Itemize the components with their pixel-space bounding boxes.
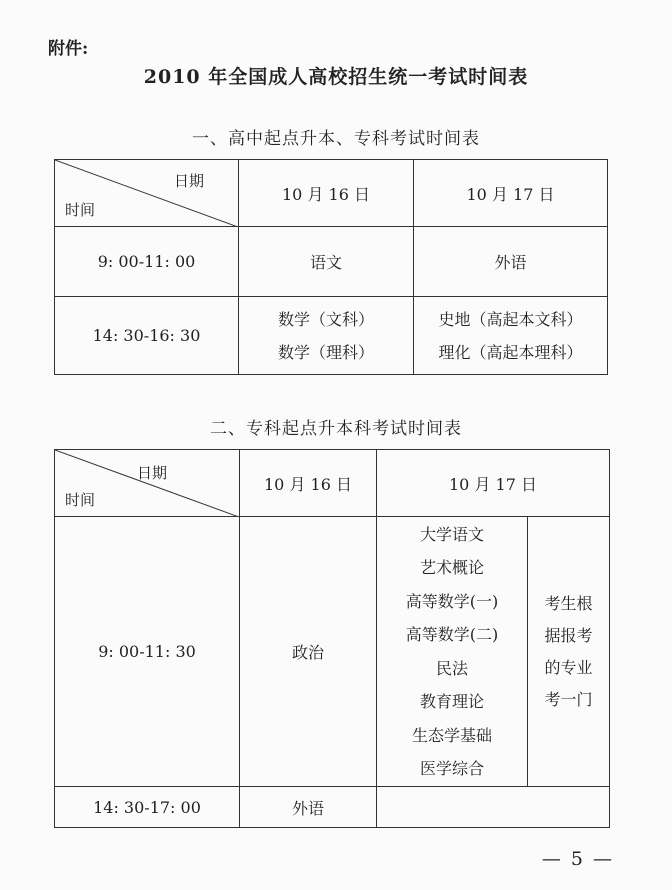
note-line: 考一门	[544, 689, 593, 709]
page-number: — 5 —	[541, 848, 614, 870]
schedule-table-1	[54, 159, 608, 375]
subject-item: 生态学基础	[411, 725, 492, 745]
header-day2: 10 月 17 日	[377, 450, 610, 517]
subject-item: 高等数学(二)	[405, 625, 499, 644]
header-day2: 10 月 17 日	[414, 160, 608, 227]
subject-cell: 语文	[239, 227, 414, 297]
subject-line: 史地（高起本文科）	[438, 309, 583, 329]
subject-cell	[239, 297, 414, 375]
subject-cell: 外语	[414, 227, 608, 297]
subject-item: 民法	[435, 658, 468, 678]
section-2-title: 二、专科起点升本科考试时间表	[210, 419, 462, 439]
time-cell: 14: 30-17: 00	[55, 787, 240, 828]
header-time-label: 时间	[65, 491, 96, 509]
header-day1: 10 月 16 日	[240, 450, 377, 517]
time-cell: 9: 00-11: 30	[55, 517, 240, 787]
empty-cell	[377, 787, 610, 828]
subject-item: 艺术概论	[419, 558, 484, 577]
subject-line: 数学（文科）	[277, 309, 374, 329]
header-date-label: 日期	[136, 464, 167, 482]
time-cell: 14: 30-16: 30	[55, 297, 239, 375]
subject-list-cell	[377, 517, 528, 787]
table-row	[55, 517, 610, 787]
subject-item: 医学综合	[419, 759, 484, 778]
diagonal-header-cell	[55, 450, 240, 517]
table-row	[55, 227, 608, 297]
subject-cell: 政治	[240, 517, 377, 787]
table-row	[55, 297, 608, 375]
schedule-table-2	[54, 449, 610, 828]
subject-item: 教育理论	[419, 692, 484, 711]
header-date-label: 日期	[173, 172, 204, 190]
subject-cell	[414, 297, 608, 375]
header-time-label: 时间	[65, 201, 96, 219]
subject-line: 数学（理科）	[277, 342, 374, 362]
document-title: 2010 年全国成人高校招生统一考试时间表	[143, 66, 529, 88]
time-cell: 9: 00-11: 00	[55, 227, 239, 297]
table-header-row	[55, 160, 608, 227]
subject-line: 理化（高起本理科）	[438, 342, 583, 362]
table-row	[55, 787, 610, 828]
diagonal-header-cell	[55, 160, 239, 227]
section-1-title: 一、高中起点升本、专科考试时间表	[192, 129, 480, 149]
subject-note-cell	[528, 517, 610, 787]
header-day1: 10 月 16 日	[239, 160, 414, 227]
attachment-label: 附件:	[48, 39, 89, 59]
subject-cell: 外语	[240, 787, 377, 828]
table-header-row	[55, 450, 610, 517]
subject-item: 高等数学(一)	[405, 591, 499, 611]
note-line: 据报考	[544, 625, 593, 645]
note-line: 考生根	[544, 593, 593, 613]
note-line: 的专业	[544, 657, 593, 677]
subject-item: 大学语文	[419, 524, 484, 544]
